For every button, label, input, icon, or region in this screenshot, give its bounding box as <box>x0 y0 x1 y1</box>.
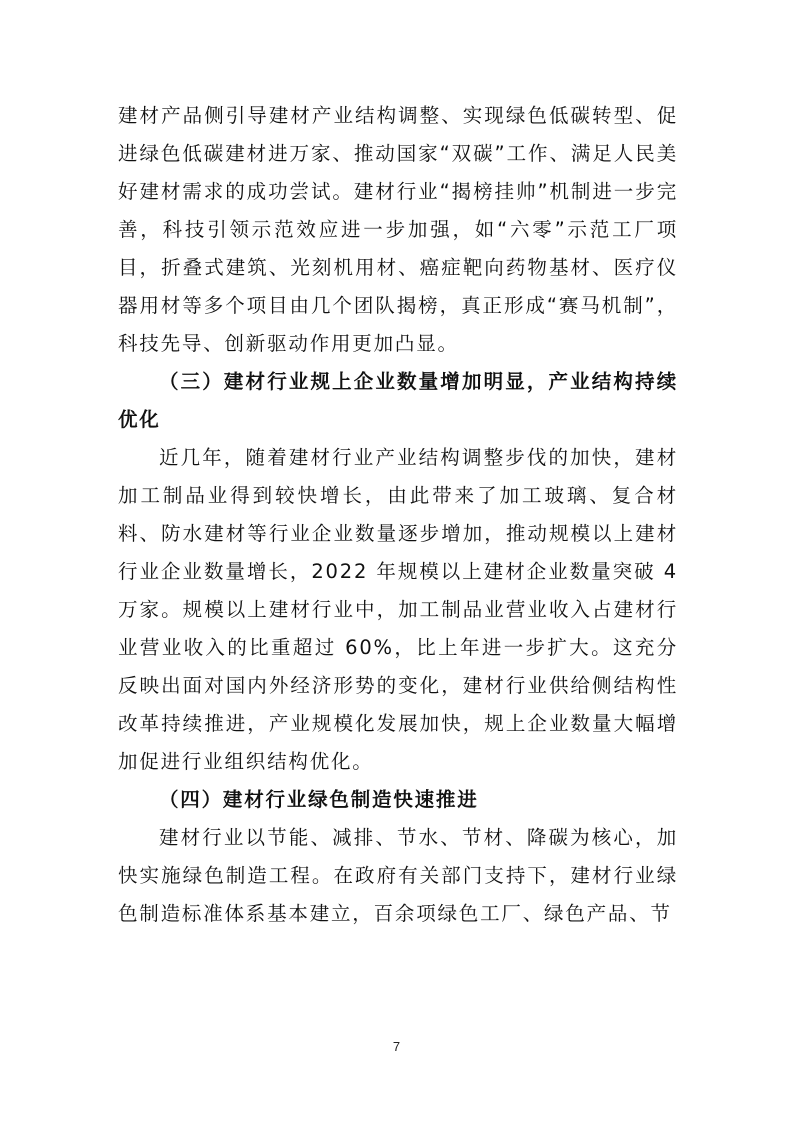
section-4-paragraph: 建材行业以节能、减排、节水、节材、降碳为核心，加快实施绿色制造工程。在政府有关部门支持下，建材行业绿色制造标准体系基本建立，百余项绿色工厂、绿色产品、节 <box>118 826 678 925</box>
page-number: 7 <box>392 1039 401 1054</box>
section-heading-4: （四）建材行业绿色制造快速推进 <box>159 788 479 811</box>
section-heading-3: （三）建材行业规上企业数量增加明显，产业结构持续优化 <box>118 370 678 431</box>
section-3-paragraph: 近几年，随着建材行业产业结构调整步伐的加快，建材加工制品业得到较快增长，由此带来了加工玻璃、复合材料、防水建材等行业企业数量逐步增加，推动规模以上建材行业企业数量增长，2022 年规模以上建材企业数量突破 4 万家。规模以上建材行业中，加工制品业营业收入占建材行业营业收入的比重超过 60%，比上年进一步扩大。这充分反映出面对国内外经济形势的变化，建材行业供给侧结构性改革持续推进，产业规模化发展加快，规上企业数量大幅增加促进行业组织结构优化。 <box>118 446 678 773</box>
continuation-paragraph: 建材产品侧引导建材产业结构调整、实现绿色低碳转型、促进绿色低碳建材进万家、推动国家“双碳”工作、满足人民美好建材需求的成功尝试。建材行业“揭榜挂帅”机制进一步完善，科技引领示范效应进一步加强，如“六零”示范工厂项目，折叠式建筑、光刻机用材、癌症靶向药物基材、医疗仪器用材等多个项目由几个团队揭榜，真正形成“赛马机制”，科技先导、创新驱动作用更加凸显。 <box>118 104 678 355</box>
page-body <box>118 97 678 933</box>
